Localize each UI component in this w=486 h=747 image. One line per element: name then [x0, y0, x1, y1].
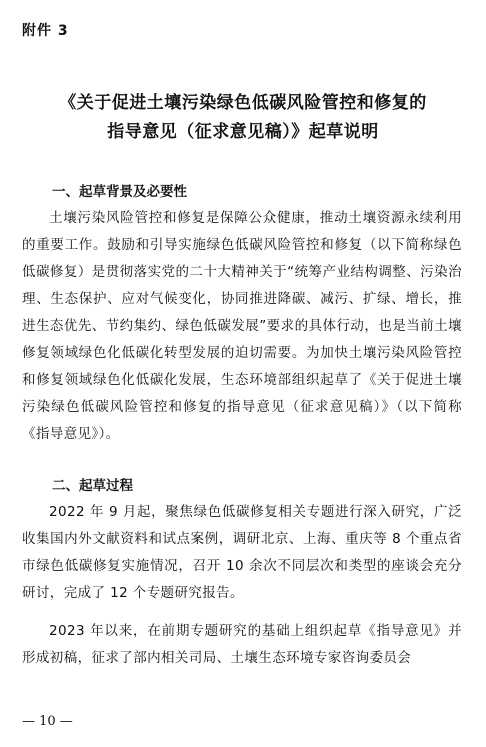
- section-heading-process: 二、起草过程: [52, 478, 133, 494]
- document-title-line-2: 指导意见（征求意见稿）》起草说明: [107, 122, 379, 142]
- paragraph-process-1: 2022 年 9 月起，聚焦绿色低碳修复相关专题进行深入研究，广泛收集国内外文献资料和试点案例，调研北京、上海、重庆等 8 个重点省市绿色低碳修复实施情况，召开 10 余次不同层次和类型的座谈会充分研讨，完成了 12 个专题研究报告。: [22, 504, 462, 601]
- section-heading-background: 一、起草背景及必要性: [52, 184, 187, 200]
- page-number: — 10 —: [22, 714, 73, 729]
- paragraph-background: 土壤污染风险管控和修复是保障公众健康，推动土壤资源永续利用的重要工作。鼓励和引导实施绿色低碳风险管控和修复（以下简称绿色低碳修复）是贯彻落实党的二十大精神关于“统筹产业结构调整、污染治理、生态保护、应对气候变化，协同推进降碳、减污、扩绿、增长，推进生态优先、节约集约、绿色低碳发展”要求的具体行动，也是当前土壤修复领域绿色化低碳化转型发展的迫切需要。为加快土壤污染风险管控和修复领域绿色化低碳化发展，生态环境部组织起草了《关于促进土壤污染绿色低碳风险管控和修复的指导意见（征求意见稿）》（以下简称《指导意见》）。: [22, 210, 462, 442]
- paragraph-process-2: 2023 年以来，在前期专题研究的基础上组织起草《指导意见》并形成初稿，征求了部内相关司局、土壤生态环境专家咨询委员会: [22, 623, 462, 666]
- attachment-label: 附件 3: [22, 23, 69, 39]
- document-title-line-1: 《关于促进土壤污染绿色低碳风险管控和修复的: [59, 93, 427, 113]
